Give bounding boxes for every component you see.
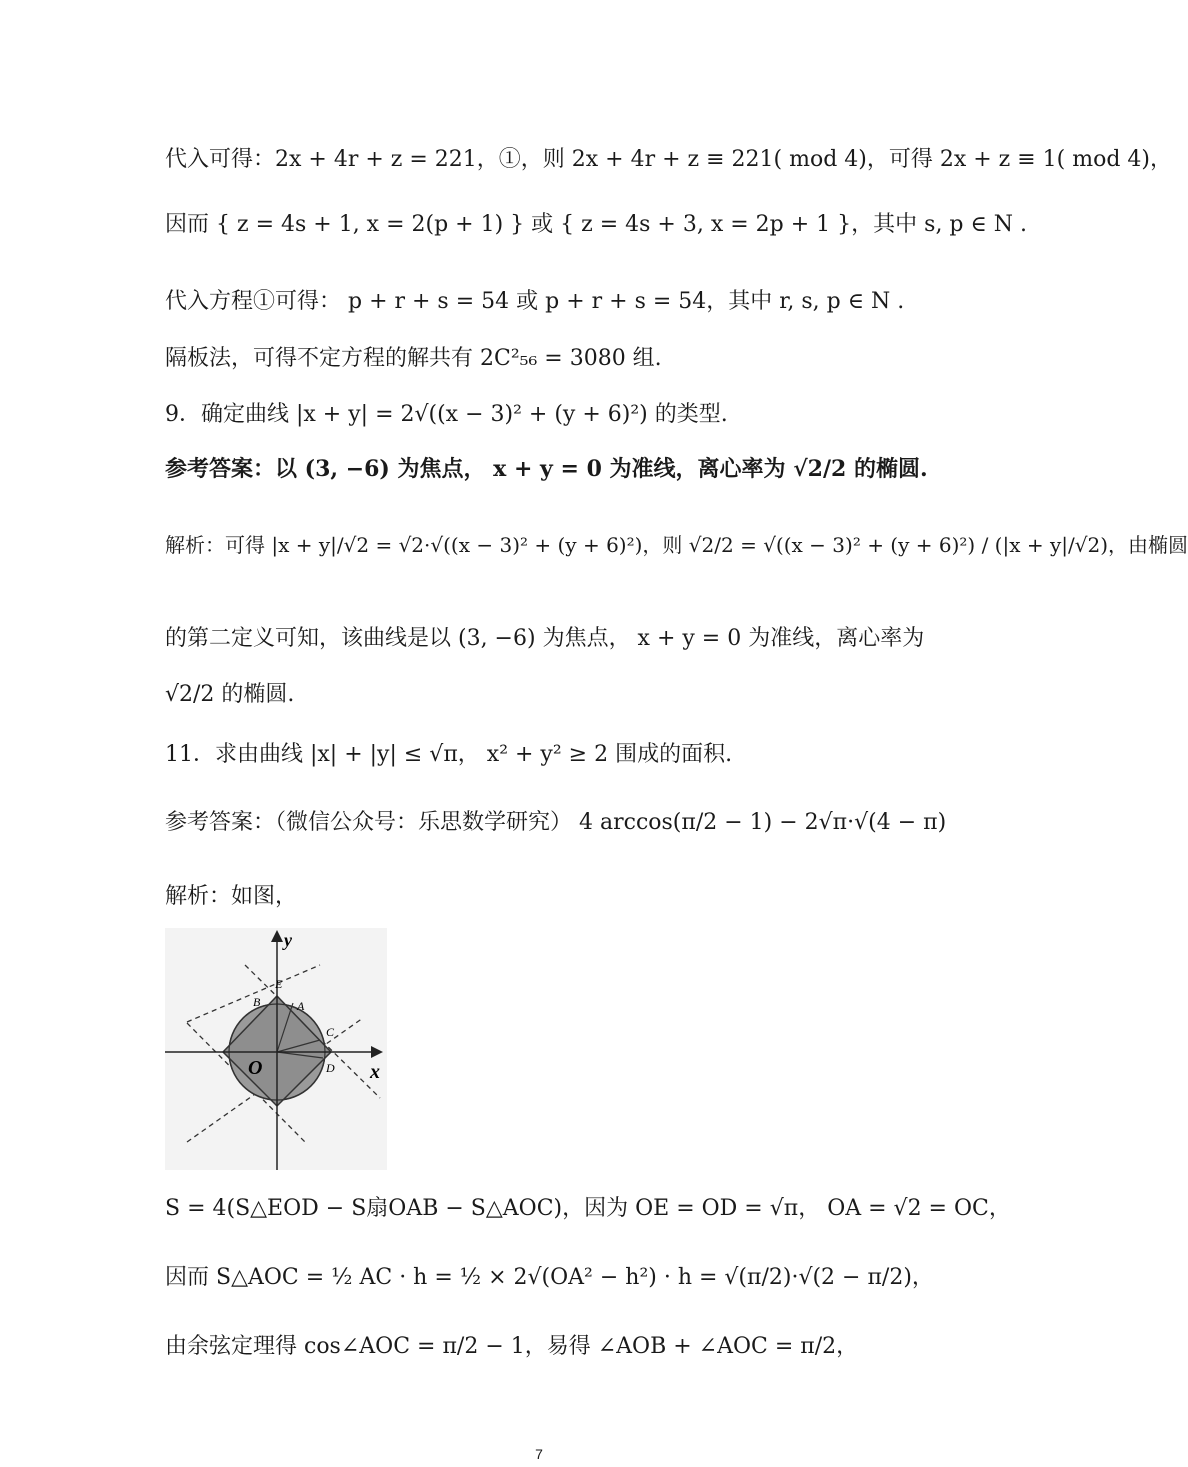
page-number: 7 <box>535 1446 543 1462</box>
label-E: E <box>275 977 283 991</box>
label-O: O <box>248 1057 263 1079</box>
analysis-9-end: √2/2 的椭圆. <box>165 682 295 707</box>
line-area: S = 4(S△EOD − S扇OAB − S△AOC)，因为 OE = OD = √π， OA = √2 = OC， <box>165 1196 1011 1221</box>
label-x: x <box>370 1061 380 1083</box>
line-1: 代入可得：2x + 4r + z = 221，①，则 2x + 4r + z ≡ 221( mod 4)，可得 2x + z ≡ 1( mod 4)， <box>165 147 1173 172</box>
line-3: 代入方程①可得： p + r + s = 54 或 p + r + s = 54，其中 r, s, p ∈ N . <box>165 289 905 314</box>
label-D: D <box>326 1061 335 1075</box>
analysis-9-cont: 的第二定义可知，该曲线是以 (3, −6) 为焦点， x + y = 0 为准线，离心率为 <box>165 626 925 651</box>
line-triangle: 因而 S△AOC = ½ AC · h = ½ × 2√(OA² − h²) · h = √(π/2)·√(2 − π/2)， <box>165 1265 934 1290</box>
problem-11: 11．求由曲线 |x| + |y| ≤ √π， x² + y² ≥ 2 围成的面积. <box>165 742 733 767</box>
label-B: B <box>253 995 261 1009</box>
line-4: 隔板法，可得不定方程的解共有 2C²₅₆ = 3080 组. <box>165 346 662 371</box>
answer-11: 参考答案：（微信公众号：乐思数学研究） 4 arccos(π/2 − 1) − 2√π·√(4 − π) <box>165 810 947 835</box>
answer-9: 参考答案：以 (3, −6) 为焦点， x + y = 0 为准线，离心率为 √2/2 的椭圆. <box>165 456 928 482</box>
analysis-11-label: 解析：如图， <box>165 884 298 909</box>
label-C: C <box>326 1025 335 1039</box>
figure-svg <box>165 928 387 1170</box>
problem-9: 9．确定曲线 |x + y| = 2√((x − 3)² + (y + 6)²) 的类型. <box>165 402 728 427</box>
analysis-9: 解析：可得 |x + y|/√2 = √2·√((x − 3)² + (y + 6)²)，则 √2/2 = √((x − 3)² + (y + 6)²) / (|x + y|/√2)，由椭圆 <box>165 533 1188 557</box>
region-figure <box>165 928 387 1170</box>
label-A: A <box>297 999 305 1013</box>
line-cosine: 由余弦定理得 cos∠AOC = π/2 − 1，易得 ∠AOB + ∠AOC = π/2， <box>165 1334 859 1359</box>
line-2: 因而 { z = 4s + 1, x = 2(p + 1) } 或 { z = 4s + 3, x = 2p + 1 }，其中 s, p ∈ N . <box>165 212 1028 237</box>
label-y: y <box>284 930 292 950</box>
